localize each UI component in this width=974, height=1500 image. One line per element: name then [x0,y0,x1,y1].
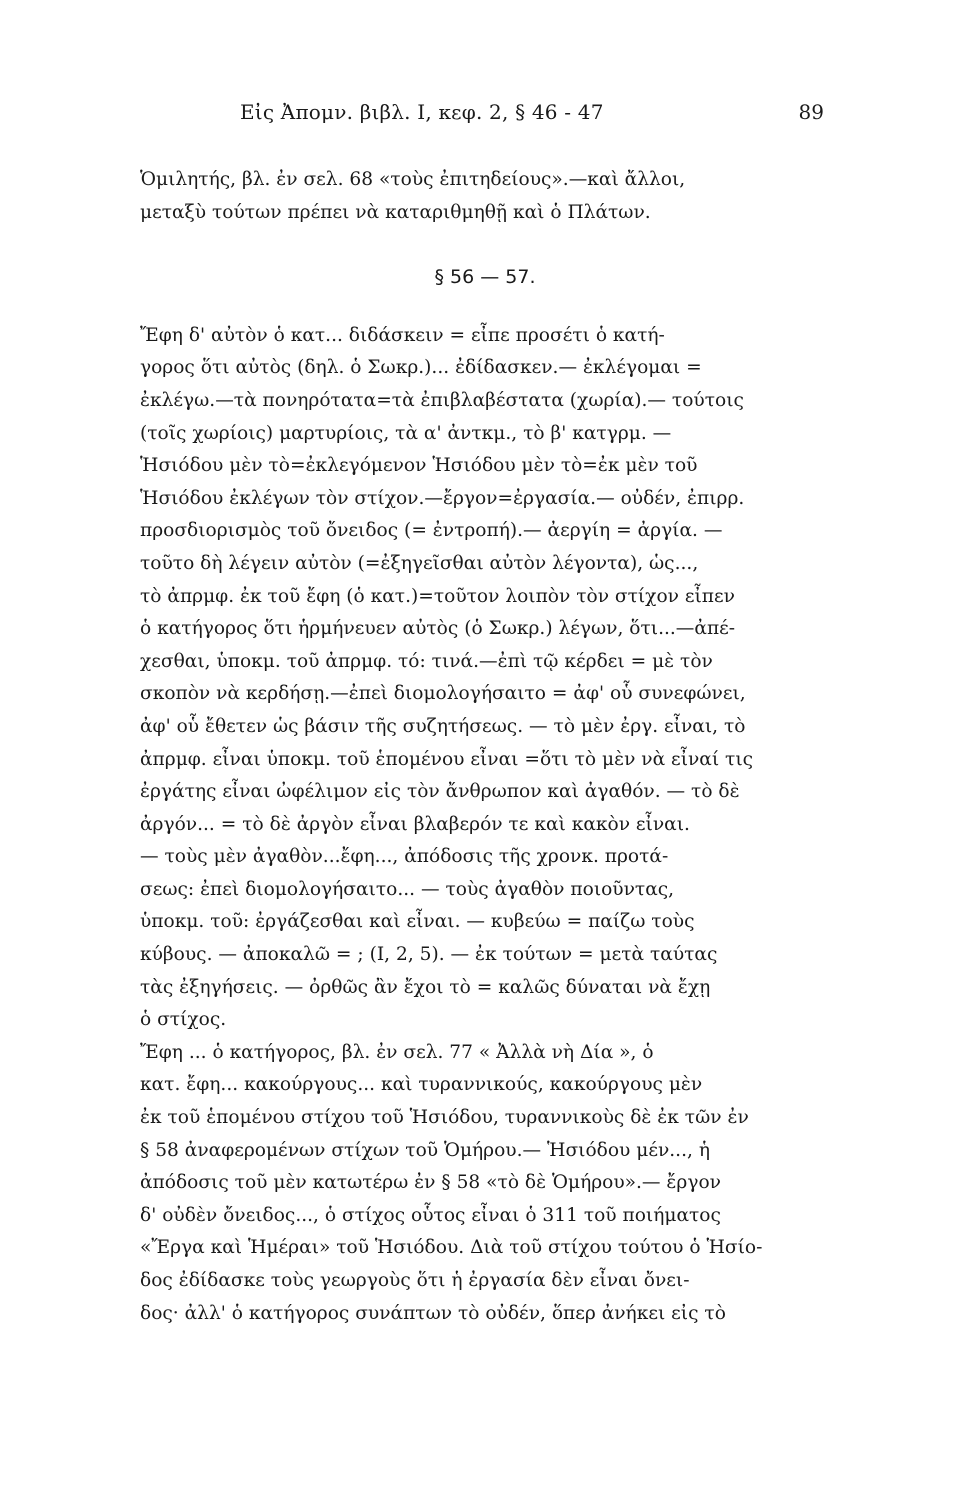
text-line: Ἡσιόδου ἐκλέγων τὸν στίχον.—ἔργον=ἐργασία.— οὐδέν, ἐπιρρ. [140,487,745,509]
text-line: ὁ στίχος. [140,1009,227,1031]
text-line: Ὁμιλητής, βλ. ἐν σελ. 68 «τοὺς ἐπιτηδείους».—καὶ ἄλλοι, [140,169,686,190]
commentary-paragraph [140,320,830,1037]
text-line: δ' οὐδὲν ὄνειδος..., ὁ στίχος οὗτος εἶναι ὁ 311 τοῦ ποιήματος [140,1204,721,1226]
text-line: Ἡσιόδου μὲν τὸ=ἐκλεγόμενον Ἡσιόδου μὲν τὸ=ἐκ μὲν τοῦ [140,455,698,477]
text-line: σκοπὸν νὰ κερδήσῃ.—ἐπεὶ διομολογήσαιτο = ἀφ' οὗ συνεφώνει, [140,683,746,705]
text-line: § 58 ἀναφερομένων στίχων τοῦ Ὁμήρου.— Ἡσιόδου μέν..., ἡ [140,1139,710,1161]
text-line: — τοὺς μὲν ἀγαθὸν...ἔφη..., ἀπόδοσις τῆς χρονκ. προτά- [140,846,669,868]
page-body [140,164,830,1330]
text-line: ὑποκμ. τοῦ: ἐργάζεσθαι καὶ εἶναι. — κυβεύω = παίζω τοὺς [140,911,695,933]
text-line: δος· ἀλλ' ὁ κατήγορος συνάπτων τὸ οὐδέν, ὅπερ ἀνήκει εἰς τὸ [140,1302,726,1324]
text-line: κύβους. — ἀποκαλῶ = ; (I, 2, 5). — ἐκ τούτων = μετὰ ταύτας [140,944,718,966]
text-line: προσδιορισμὸς τοῦ ὄνειδος (= ἐντροπή).— ἀεργίη = ἀργία. — [140,520,723,542]
text-line: «Ἔργα καὶ Ἡμέραι» τοῦ Ἡσιόδου. Διὰ τοῦ στίχου τούτου ὁ Ἡσίο- [140,1237,763,1259]
commentary-paragraph-2 [140,1037,830,1330]
text-line: ἐκλέγω.—τὰ πονηρότατα=τὰ ἐπιβλαβέστατα (χωρία).— τούτοις [140,389,744,411]
text-line: Ἔφη δ' αὐτὸν ὁ κατ... διδάσκειν = εἶπε προσέτι ὁ κατή- [140,324,665,346]
page-number: 89 [798,100,824,124]
text-line: ἀφ' οὗ ἔθετεν ὡς βάσιν τῆς συζητήσεως. — τὸ μὲν ἐργ. εἶναι, τὸ [140,715,746,737]
text-line: Ἔφη ... ὁ κατήγορος, βλ. ἐν σελ. 77 « Ἀλλὰ νὴ Δία », ὁ [140,1041,654,1063]
text-line: (τοῖς χωρίοις) μαρτυρίοις, τὰ α' ἀντκμ., τὸ β' κατγρμ. — [140,422,672,444]
text-line: χεσθαι, ὑποκμ. τοῦ ἀπρμφ. τό: τινά.—ἐπὶ τῷ κέρδει = μὲ τὸν [140,650,713,672]
text-line: κατ. ἔφη... κακούργους... καὶ τυραννικούς, κακούργους μὲν [140,1074,703,1096]
text-line: μεταξὺ τούτων πρέπει νὰ καταριθμηθῇ καὶ ὁ Πλάτων. [140,201,651,223]
text-line: τοῦτο δὴ λέγειν αὐτὸν (=ἐξηγεῖσθαι αὐτὸν λέγοντα), ὡς..., [140,552,699,574]
section-heading: § 56 — 57. [434,266,536,289]
text-line: ὁ κατήγορος ὅτι ἡρμήνευεν αὐτὸς (ὁ Σωκρ.) λέγων, ὅτι...—ἀπέ- [140,618,736,640]
running-title: Εἰς Ἀπομν. βιβλ. I, κεφ. 2, § 46 - 47 [240,100,604,124]
text-line: δος ἐδίδασκε τοὺς γεωργοὺς ὅτι ἡ ἐργασία δὲν εἶναι ὄνει- [140,1270,690,1291]
intro-paragraph [140,164,830,229]
text-line: ἀπόδοσις τοῦ μὲν κατωτέρω ἐν § 58 «τὸ δὲ Ὁμήρου».— ἔργον [140,1172,721,1194]
text-line: ἀργόν... = τὸ δὲ ἀργὸν εἶναι βλαβερόν τε καὶ κακὸν εἶναι. [140,813,690,835]
text-line: ἐκ τοῦ ἑπομένου στίχου τοῦ Ἡσιόδου, τυραννικοὺς δὲ ἐκ τῶν ἐν [140,1107,749,1129]
text-line: ἀπρμφ. εἶναι ὑποκμ. τοῦ ἑπομένου εἶναι =ὅτι τὸ μὲν νὰ εἶναί τις [140,748,754,770]
text-line: τὸ ἀπρμφ. ἐκ τοῦ ἔφη (ὁ κατ.)=τοῦτον λοιπὸν τὸν στίχον εἶπεν [140,585,735,607]
running-header [140,100,830,134]
text-line: σεως: ἐπεὶ διομολογήσαιτο... — τοὺς ἀγαθὸν ποιοῦντας, [140,878,675,900]
text-line: γορος ὅτι αὐτὸς (δηλ. ὁ Σωκρ.)... ἐδίδασκεν.— ἐκλέγομαι = [140,357,702,379]
text-line: τὰς ἐξηγήσεις. — ὀρθῶς ἂν ἔχοι τὸ = καλῶς δύναται νὰ ἔχῃ [140,976,711,998]
text-line: ἐργάτης εἶναι ὠφέλιμον εἰς τὸν ἄνθρωπον καὶ ἀγαθόν. — τὸ δὲ [140,781,740,803]
